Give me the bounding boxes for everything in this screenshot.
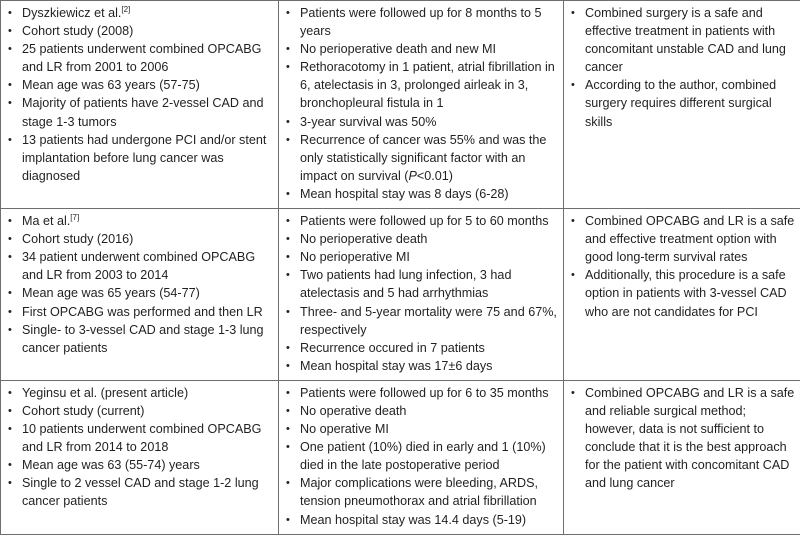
outcomes-cell	[279, 1, 564, 209]
list-item: • Cohort study (2016)	[5, 230, 274, 248]
table-row	[1, 1, 800, 209]
list-item: • 13 patients had undergone PCI and/or stent implantation before lung cancer was diagnosed	[5, 131, 274, 185]
list-item: • 3-year survival was 50%	[283, 113, 559, 131]
list-item: • According to the author, combined surgery requires different surgical skills	[568, 76, 796, 130]
list-item: • 25 patients underwent combined OPCABG and LR from 2001 to 2006	[5, 40, 274, 76]
study-author: • Dyszkiewicz et al.[2]	[5, 4, 274, 22]
list-item: • No perioperative death and new MI	[283, 40, 559, 58]
list-item: • Recurrence of cancer was 55% and was the only statistically significant factor with an impact on survival (P<0.01)	[283, 131, 559, 185]
list-item: • Patients were followed up for 5 to 60 months	[283, 212, 559, 230]
reference-marker: [7]	[70, 213, 80, 223]
list-item: • Major complications were bleeding, ARDS, tension pneumothorax and atrial fibrillation	[283, 474, 559, 510]
list-item: • One patient (10%) died in early and 1 (10%) died in the late postoperative period	[283, 438, 559, 474]
list-item: • Mean hospital stay was 14.4 days (5-19)	[283, 511, 559, 529]
list-item: • Additionally, this procedure is a safe option in patients with 3-vessel CAD who are not candidates for PCI	[568, 266, 796, 320]
list-item: • Majority of patients have 2-vessel CAD and stage 1-3 tumors	[5, 94, 274, 130]
list-item: • Rethoracotomy in 1 patient, atrial fibrillation in 6, atelectasis in 3, prolonged airleak in 3, bronchopleural fistula in 1	[283, 58, 559, 112]
list-item: • Mean age was 63 years (57-75)	[5, 76, 274, 94]
list-item: • Single to 2 vessel CAD and stage 1-2 lung cancer patients	[5, 474, 274, 510]
list-item: • Combined OPCABG and LR is a safe and reliable surgical method; however, data is not sufficient to conclude that it is the best approach for the patient with concomitant CAD and lung cancer	[568, 384, 796, 493]
list-item: • Two patients had lung infection, 3 had atelectasis and 5 had arrhythmias	[283, 266, 559, 302]
list-item: • Cohort study (2008)	[5, 22, 274, 40]
list-item: • First OPCABG was performed and then LR	[5, 303, 274, 321]
study-cell	[1, 1, 279, 209]
list-item: • Cohort study (current)	[5, 402, 274, 420]
conclusions-cell	[564, 380, 800, 534]
list-item: • No perioperative death	[283, 230, 559, 248]
conclusions-cell	[564, 1, 800, 209]
study-author: • Ma et al.[7]	[5, 212, 274, 230]
outcomes-cell	[279, 209, 564, 381]
list-item: • Patients were followed up for 6 to 35 months	[283, 384, 559, 402]
list-item: • No operative MI	[283, 420, 559, 438]
list-item: • Mean age was 65 years (54-77)	[5, 284, 274, 302]
list-item: • Recurrence occured in 7 patients	[283, 339, 559, 357]
list-item: • No perioperative MI	[283, 248, 559, 266]
list-item: • Mean age was 63 (55-74) years	[5, 456, 274, 474]
conclusions-cell	[564, 209, 800, 381]
list-item: • Patients were followed up for 8 months to 5 years	[283, 4, 559, 40]
list-item: • Combined surgery is a safe and effective treatment in patients with concomitant unstable CAD and lung cancer	[568, 4, 796, 76]
table-row	[1, 209, 800, 381]
list-item: • Single- to 3-vessel CAD and stage 1-3 lung cancer patients	[5, 321, 274, 357]
list-item: • Combined OPCABG and LR is a safe and effective treatment option with good long-term survival rates	[568, 212, 796, 266]
list-item: • Mean hospital stay was 8 days (6-28)	[283, 185, 559, 203]
list-item: • 10 patients underwent combined OPCABG and LR from 2014 to 2018	[5, 420, 274, 456]
list-item: • Three- and 5-year mortality were 75 and 67%, respectively	[283, 303, 559, 339]
list-item: • 34 patient underwent combined OPCABG and LR from 2003 to 2014	[5, 248, 274, 284]
study-cell	[1, 209, 279, 381]
list-item: • No operative death	[283, 402, 559, 420]
table-row	[1, 380, 800, 534]
study-author: • Yeginsu et al. (present article)	[5, 384, 274, 402]
outcomes-cell	[279, 380, 564, 534]
reference-marker: [2]	[121, 5, 131, 14]
study-cell	[1, 380, 279, 534]
list-item: • Mean hospital stay was 17±6 days	[283, 357, 559, 375]
